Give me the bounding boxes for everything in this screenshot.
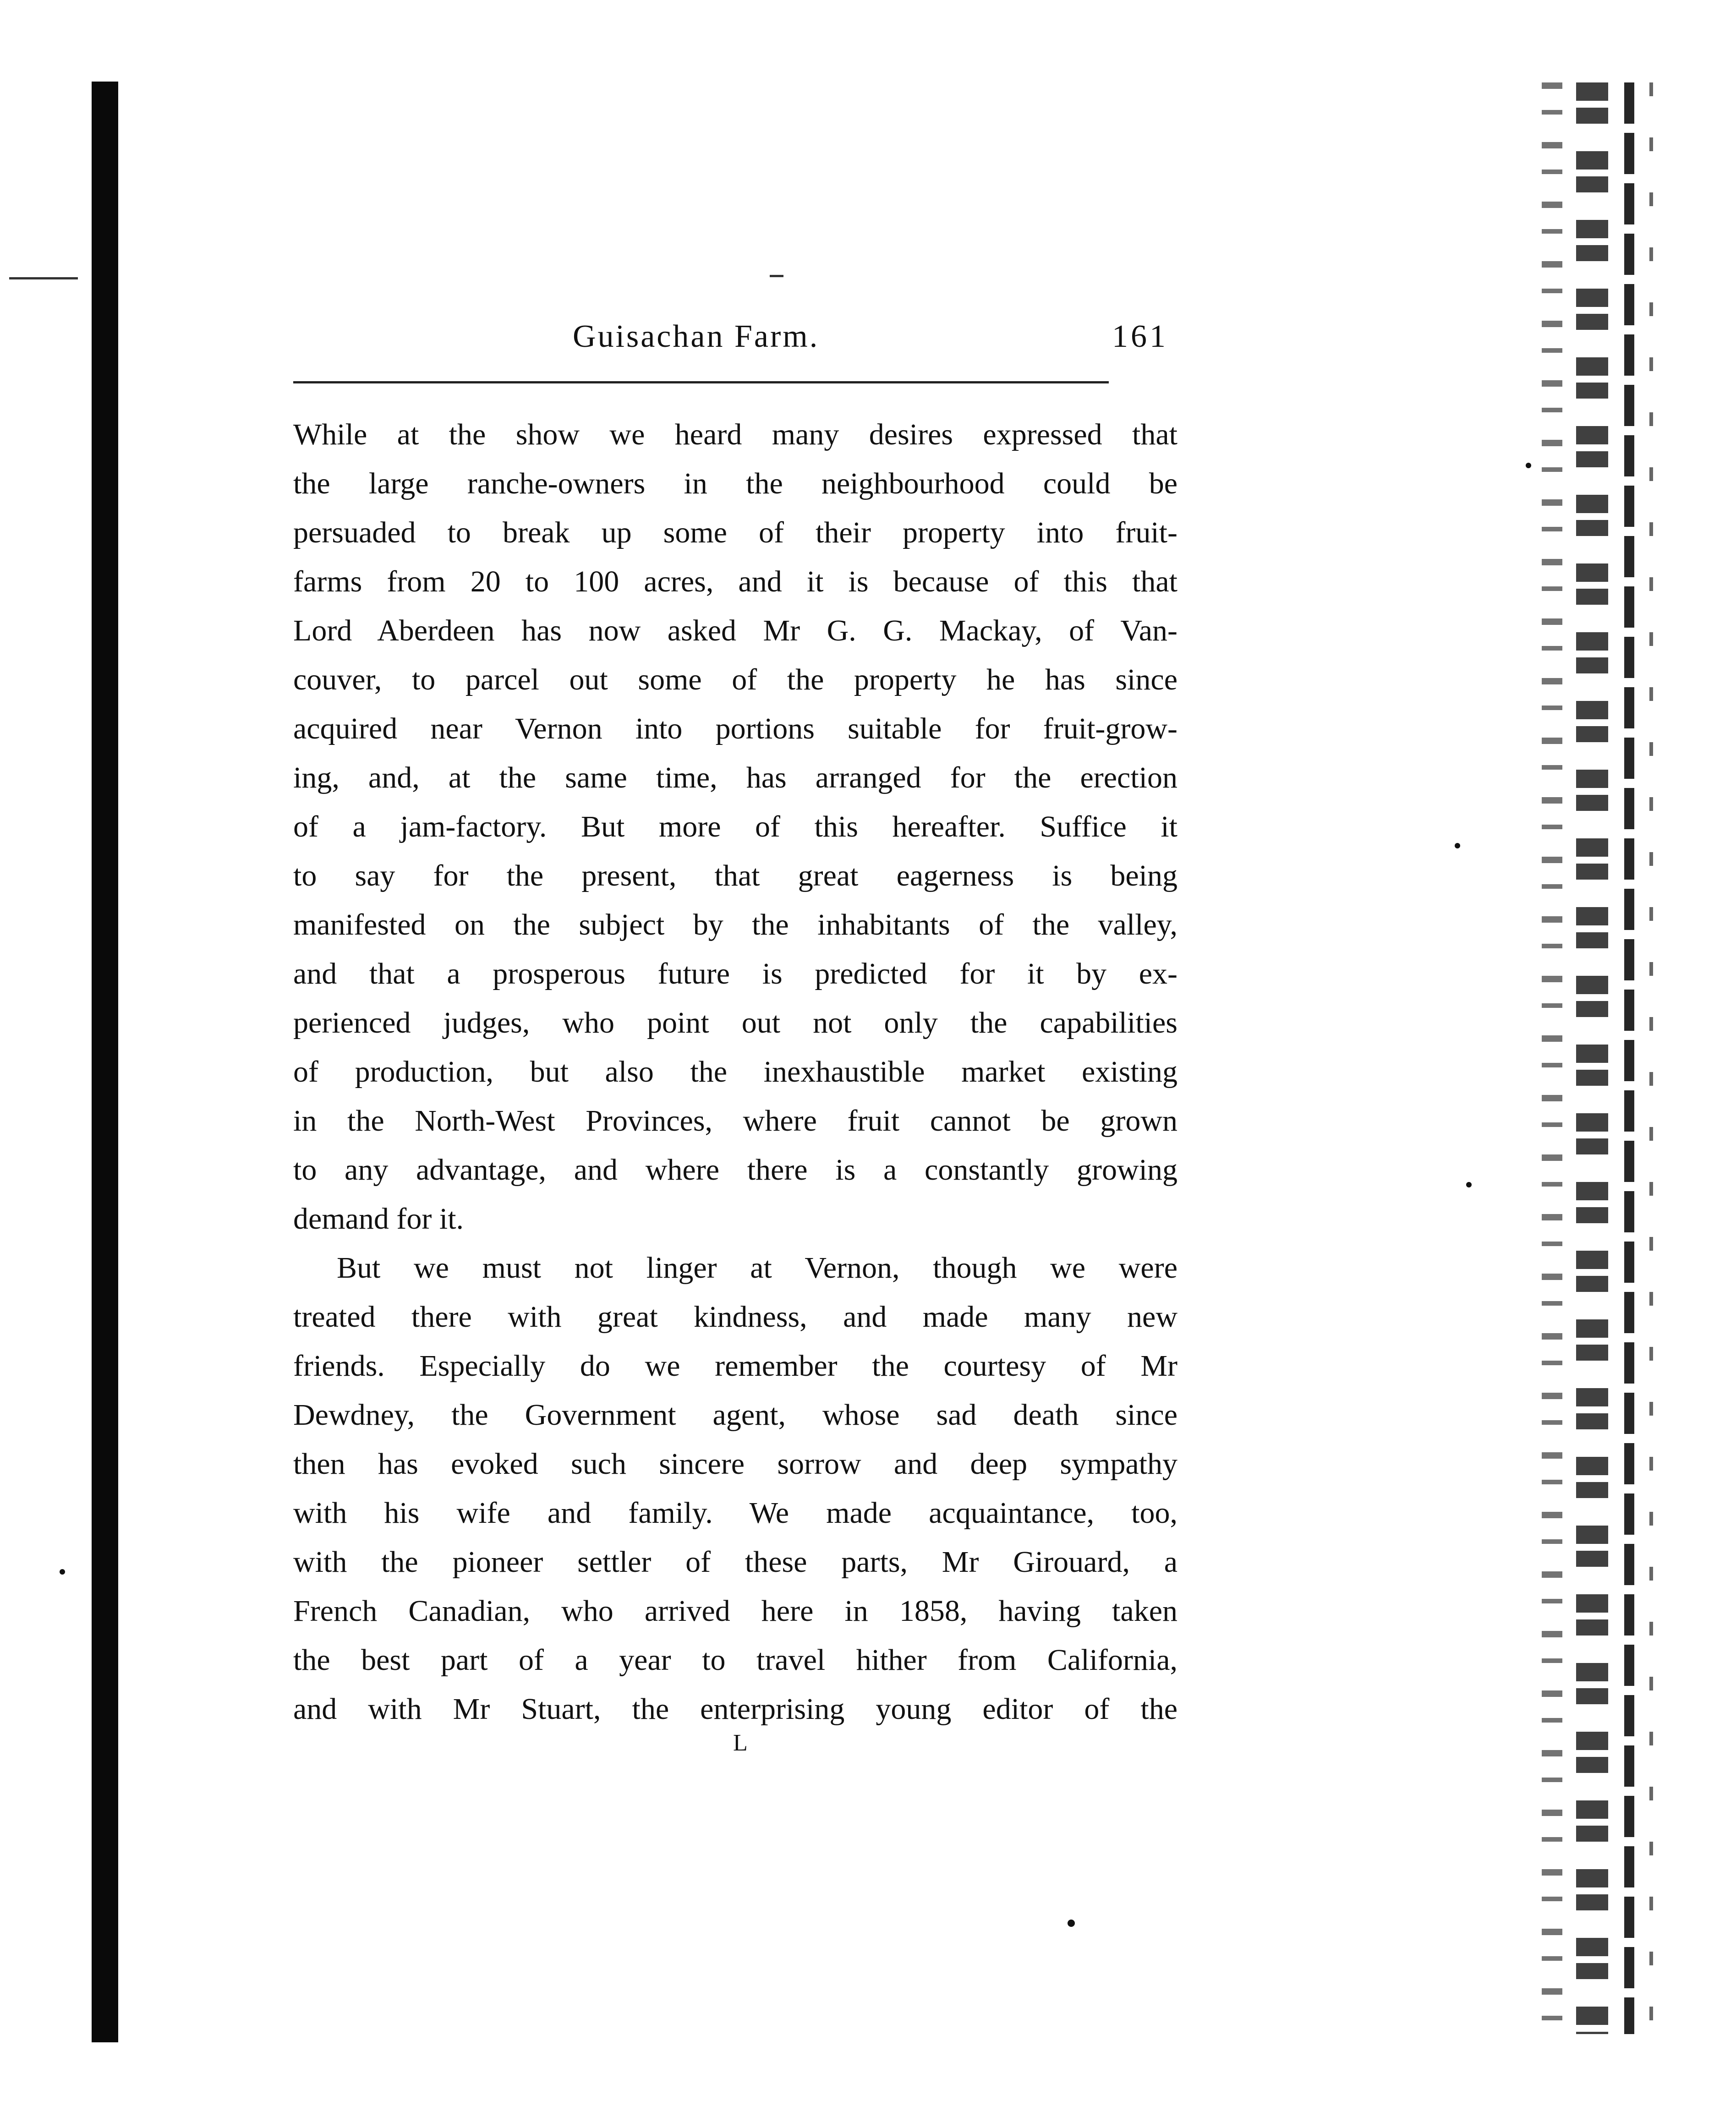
scan-mark [770, 275, 783, 277]
text-line: the large ranche-owners in the neighbourhood could be [293, 467, 1177, 500]
text-line: Lord Aberdeen has now asked Mr G. G. Mackay, of Van- [293, 614, 1177, 647]
text-line: French Canadian, who arrived here in 1858, having taken [293, 1594, 1177, 1628]
body-text [293, 410, 1177, 1734]
scan-artifact [1542, 82, 1562, 2034]
scan-speck [1455, 843, 1460, 848]
text-line: then has evoked such sincere sorrow and deep sympathy [293, 1447, 1177, 1481]
scan-artifact [1576, 82, 1608, 2034]
scan-speck [1526, 463, 1531, 468]
text-line: to any advantage, and where there is a constantly growing [293, 1153, 1177, 1187]
binding-edge [92, 82, 118, 2042]
text-line: perienced judges, who point out not only the capabilities [293, 1006, 1177, 1039]
text-line: ing, and, at the same time, has arranged for the erection [293, 761, 1177, 794]
text-line: But we must not linger at Vernon, though we were [337, 1251, 1177, 1285]
text-line: treated there with great kindness, and made many new [293, 1300, 1177, 1334]
page-number: 161 [1112, 319, 1168, 354]
running-title: Guisachan Farm. [573, 319, 820, 354]
text-line: manifested on the subject by the inhabitants of the valley, [293, 908, 1177, 941]
scan-artifact [1624, 82, 1634, 2034]
text-line: persuaded to break up some of their property into fruit- [293, 516, 1177, 549]
text-line: to say for the present, that great eagerness is being [293, 859, 1177, 892]
scan-mark [9, 277, 78, 279]
text-line: friends. Especially do we remember the courtesy of Mr [293, 1349, 1177, 1383]
text-line: farms from 20 to 100 acres, and it is because of this that [293, 565, 1177, 598]
text-line: acquired near Vernon into portions suitable for fruit-grow- [293, 712, 1177, 745]
signature-mark: L [733, 1730, 749, 1756]
text-line: of a jam-factory. But more of this hereafter. Suffice it [293, 810, 1177, 843]
text-line: Dewdney, the Government agent, whose sad death since [293, 1398, 1177, 1432]
header-rule [293, 381, 1109, 383]
scan-artifact [1649, 82, 1653, 2034]
text-line: of production, but also the inexhaustible market existing [293, 1055, 1177, 1089]
scan-speck [1068, 1920, 1075, 1927]
text-line: and that a prosperous future is predicted for it by ex- [293, 957, 1177, 990]
text-line: with his wife and family. We made acquaintance, too, [293, 1496, 1177, 1530]
text-line: couver, to parcel out some of the property he has since [293, 663, 1177, 696]
text-line: demand for it. [293, 1202, 464, 1236]
scan-speck [60, 1569, 65, 1575]
text-line: and with Mr Stuart, the enterprising young editor of the [293, 1692, 1177, 1726]
text-line: with the pioneer settler of these parts, Mr Girouard, a [293, 1545, 1177, 1579]
text-line: the best part of a year to travel hither from California, [293, 1643, 1177, 1677]
text-line: in the North-West Provinces, where fruit cannot be grown [293, 1104, 1177, 1138]
running-header [293, 318, 1173, 369]
scan-speck [1466, 1182, 1472, 1187]
text-line: While at the show we heard many desires expressed that [293, 418, 1177, 451]
